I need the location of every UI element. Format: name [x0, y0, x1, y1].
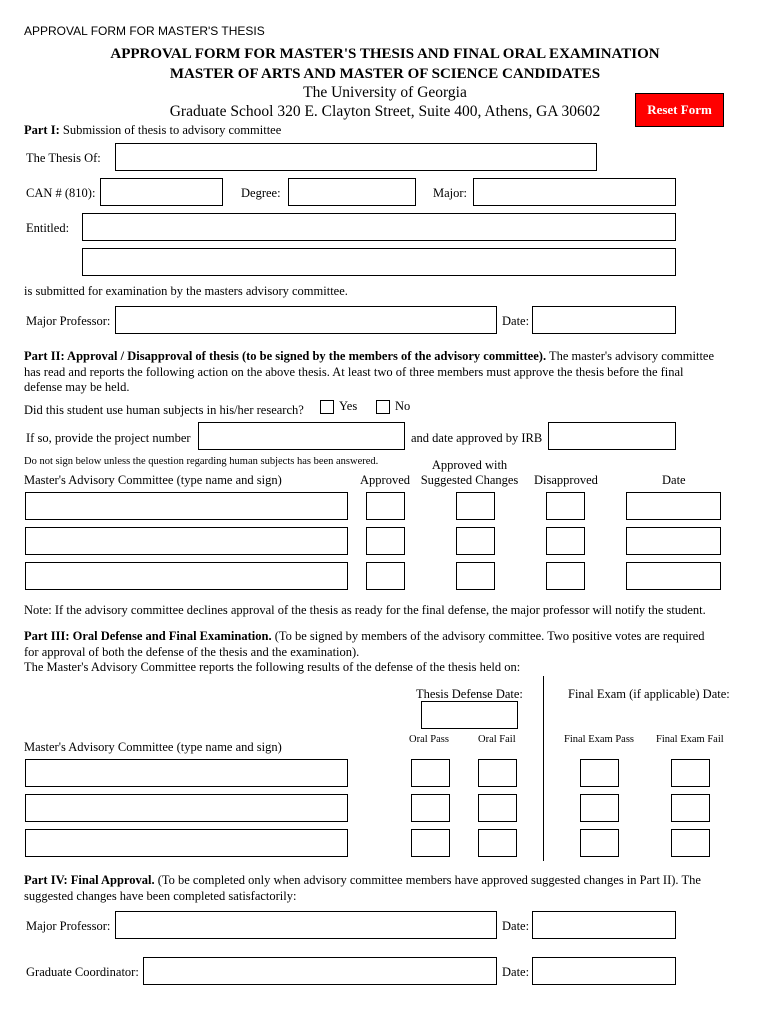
defense-member-1-exam-fail-box[interactable]	[671, 759, 710, 787]
col-disapproved: Disapproved	[534, 473, 598, 487]
project-number-label: If so, provide the project number	[26, 431, 191, 445]
irb-date-label: and date approved by IRB	[411, 431, 543, 445]
human-subjects-no-checkbox[interactable]	[376, 400, 390, 414]
can-input[interactable]	[100, 178, 223, 206]
defense-member-1-input[interactable]	[25, 759, 348, 787]
part3-text3: The Master's Advisory Committee reports the following results of the defense of the thesis held on:	[24, 660, 521, 674]
can-label: CAN # (810):	[26, 186, 96, 200]
col-final-exam-fail: Final Exam Fail	[656, 734, 724, 745]
defense-member-2-oral-fail-box[interactable]	[478, 794, 517, 822]
human-subjects-yes-checkbox[interactable]	[320, 400, 334, 414]
degree-input[interactable]	[288, 178, 416, 206]
member-1-approved-with-changes-box[interactable]	[456, 492, 495, 520]
col-approved-with-line2: Suggested Changes	[420, 473, 519, 487]
col-final-exam-pass: Final Exam Pass	[564, 734, 634, 745]
thesis-defense-date-input[interactable]	[421, 701, 518, 729]
graduate-coordinator-label: Graduate Coordinator:	[26, 965, 139, 979]
entitled-label: Entitled:	[26, 221, 70, 235]
defense-member-2-exam-pass-box[interactable]	[580, 794, 619, 822]
defense-member-3-exam-pass-box[interactable]	[580, 829, 619, 857]
member-3-date-input[interactable]	[626, 562, 721, 590]
member-2-approved-with-changes-box[interactable]	[456, 527, 495, 555]
member-1-date-input[interactable]	[626, 492, 721, 520]
part1-heading-label: Part I:	[24, 123, 60, 137]
part1-heading	[24, 123, 281, 138]
major-professor-label: Major Professor:	[26, 314, 111, 328]
project-number-input[interactable]	[198, 422, 405, 450]
part2-heading: Part II: Approval / Disapproval of thesis (to be signed by the members of the advisory committee).	[24, 349, 547, 363]
part3-text2: for approval of both the defense of the thesis and the examination).	[24, 644, 360, 659]
defense-member-1-exam-pass-box[interactable]	[580, 759, 619, 787]
member-2-disapproved-box[interactable]	[546, 527, 585, 555]
part2-text3: defense may be held.	[24, 380, 130, 394]
final-exam-date-label: Final Exam (if applicable) Date:	[568, 687, 730, 701]
irb-date-input[interactable]	[548, 422, 676, 450]
part2-text1: The master's advisory committee	[546, 349, 715, 363]
part3-text1: (To be signed by members of the advisory committee. Two positive votes are required	[271, 629, 705, 643]
final-major-professor-date-input[interactable]	[532, 911, 676, 939]
reset-form-button[interactable]: Reset Form	[635, 93, 724, 127]
final-major-professor-input[interactable]	[115, 911, 497, 939]
part3-heading: Part III: Oral Defense and Final Examination.	[24, 629, 272, 643]
no-label: No	[395, 399, 411, 413]
submitted-statement: is submitted for examination by the masters advisory committee.	[24, 284, 348, 298]
final-date-label-2: Date:	[502, 965, 530, 979]
thesis-defense-date-label: Thesis Defense Date:	[416, 687, 523, 701]
defense-member-2-exam-fail-box[interactable]	[671, 794, 710, 822]
part2-text2: has read and reports the following action on the above thesis. At least two of three members must approve the thesis before the final	[24, 364, 684, 379]
defense-member-2-oral-pass-box[interactable]	[411, 794, 450, 822]
col-approved: Approved	[360, 473, 410, 487]
major-professor-input[interactable]	[115, 306, 497, 334]
do-not-sign-warning: Do not sign below unless the question regarding human subjects has been answered.	[24, 456, 379, 467]
final-major-professor-label: Major Professor:	[26, 919, 111, 933]
part1-heading-text: Submission of thesis to advisory committee	[59, 123, 282, 137]
form-title-line2: MASTER OF ARTS AND MASTER OF SCIENCE CANDIDATES	[169, 66, 601, 82]
form-title-line1: APPROVAL FORM FOR MASTER'S THESIS AND FINAL ORAL EXAMINATION	[110, 46, 660, 62]
defense-member-1-oral-fail-box[interactable]	[478, 759, 517, 787]
col-oral-fail: Oral Fail	[478, 734, 516, 745]
defense-member-1-oral-pass-box[interactable]	[411, 759, 450, 787]
entitled-input-line1[interactable]	[82, 213, 676, 241]
university-name: The University of Georgia	[303, 84, 467, 101]
part2-intro	[24, 349, 754, 396]
part4-intro	[24, 873, 754, 904]
member-3-disapproved-box[interactable]	[546, 562, 585, 590]
major-professor-date-input[interactable]	[532, 306, 676, 334]
graduate-school-address: Graduate School 320 E. Clayton Street, Suite 400, Athens, GA 30602	[169, 103, 601, 120]
human-subjects-question: Did this student use human subjects in his/her research?	[24, 403, 304, 417]
degree-label: Degree:	[241, 186, 281, 200]
committee-label-part2: Master's Advisory Committee (type name and sign)	[24, 473, 282, 487]
document-header-title: APPROVAL FORM FOR MASTER'S THESIS	[24, 24, 265, 38]
committee-label-part3: Master's Advisory Committee (type name and sign)	[24, 740, 282, 754]
member-3-approved-with-changes-box[interactable]	[456, 562, 495, 590]
thesis-of-label: The Thesis Of:	[26, 151, 101, 165]
committee-member-2-input[interactable]	[25, 527, 348, 555]
member-1-approved-box[interactable]	[366, 492, 405, 520]
yes-label: Yes	[339, 399, 358, 413]
defense-member-2-input[interactable]	[25, 794, 348, 822]
final-date-label-1: Date:	[502, 919, 530, 933]
defense-member-3-input[interactable]	[25, 829, 348, 857]
defense-member-3-oral-pass-box[interactable]	[411, 829, 450, 857]
member-3-approved-box[interactable]	[366, 562, 405, 590]
entitled-input-line2[interactable]	[82, 248, 676, 276]
graduate-coordinator-input[interactable]	[143, 957, 497, 985]
thesis-of-input[interactable]	[115, 143, 597, 171]
col-approved-with-line1: Approved with	[431, 458, 508, 472]
date-label: Date:	[502, 314, 530, 328]
committee-member-3-input[interactable]	[25, 562, 348, 590]
member-2-date-input[interactable]	[626, 527, 721, 555]
part3-intro	[24, 629, 754, 676]
part3-divider	[543, 676, 544, 861]
part4-text1: (To be completed only when advisory committee members have approved suggested changes in Part II). The	[154, 873, 701, 887]
col-date: Date	[662, 473, 686, 487]
part4-heading: Part IV: Final Approval.	[24, 873, 155, 887]
defense-member-3-exam-fail-box[interactable]	[671, 829, 710, 857]
part4-text2: suggested changes have been completed satisfactorily:	[24, 888, 297, 903]
col-oral-pass: Oral Pass	[409, 734, 449, 745]
major-input[interactable]	[473, 178, 676, 206]
committee-member-1-input[interactable]	[25, 492, 348, 520]
member-1-disapproved-box[interactable]	[546, 492, 585, 520]
part2-note: Note: If the advisory committee declines approval of the thesis as ready for the final defense, the major professor will notify the student.	[24, 603, 706, 617]
defense-member-3-oral-fail-box[interactable]	[478, 829, 517, 857]
major-label: Major:	[433, 186, 468, 200]
member-2-approved-box[interactable]	[366, 527, 405, 555]
graduate-coordinator-date-input[interactable]	[532, 957, 676, 985]
